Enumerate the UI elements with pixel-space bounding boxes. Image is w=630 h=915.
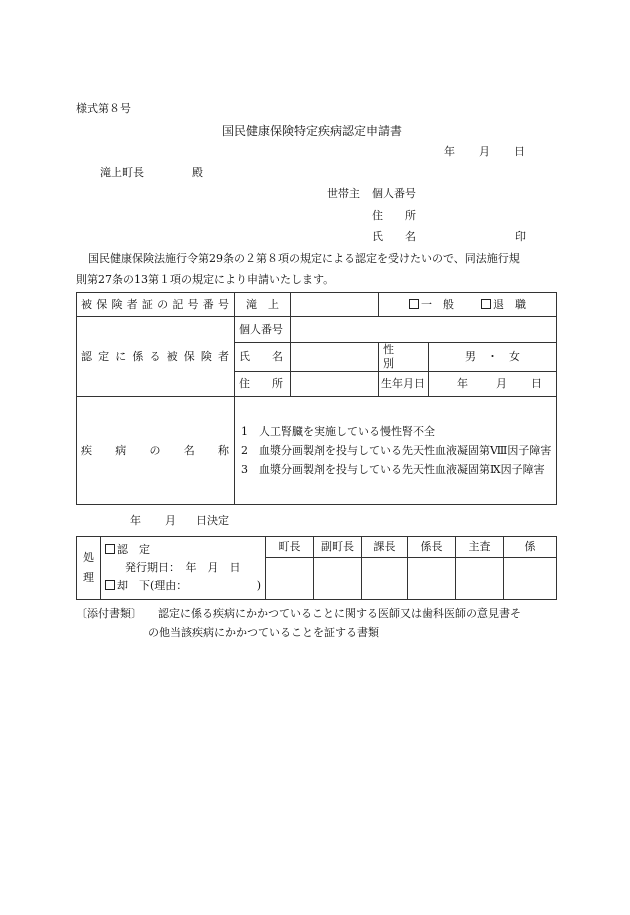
approver-deputy-mayor: 副町長 [314,537,362,558]
general-checkbox[interactable] [409,299,419,309]
addressee [100,164,203,180]
disease-row [77,397,557,505]
applicant-address-label: 住 所 [372,209,416,222]
card-number-field[interactable] [291,293,379,317]
reject-label: 却 下(理由： [117,579,188,592]
address-label: 住 所 [235,372,291,397]
address-field[interactable] [291,372,379,397]
stamp-staff[interactable] [504,558,557,600]
individual-number-field[interactable] [291,317,557,343]
processing-options: 認 定 発行期日： 年 月 日 却 下(理由： ) [101,537,266,600]
attachments-label: 〔添付書類〕 [76,607,142,620]
insurance-card-label: 被保険者証の記号番号 [77,293,235,317]
individual-number-label: 個人番号 [235,317,291,343]
sex-field[interactable]: 男 ・ 女 [429,343,557,372]
insurance-card-row [77,293,557,317]
birthdate-field[interactable]: 年 月 日 [429,372,557,397]
name-field[interactable] [291,343,379,372]
sex-label: 性 別 [379,343,429,372]
approver-subsection-chief: 係長 [408,537,456,558]
attachments-line-2: の他当該疾病にかかつていることを証する書類 [148,626,379,639]
seal-mark: 印 [515,230,526,243]
approver-staff: 係 [504,537,557,558]
body-text-line-1: 国民健康保険法施行令第29条の２第８項の規定による認定を受けたいので、同法施行規 [88,252,520,265]
disease-item-1: 1 人工腎臓を実施している慢性腎不全 [241,425,435,438]
birthdate-label: 生年月日 [379,372,429,397]
body-text-line-2: 則第27条の13第１項の規定により申請いたします。 [76,273,335,286]
disease-item-3: 3 血漿分画製剤を投与している先天性血液凝固第Ⅸ因子障害 [241,463,545,476]
stamp-subsection-chief[interactable] [408,558,456,600]
town-label: 滝 上 [235,293,291,317]
applicant-name-label: 氏 名 [372,230,416,243]
approver-mayor: 町長 [266,537,314,558]
approve-checkbox[interactable] [105,544,115,554]
processing-label: 処 理 [77,537,101,600]
approve-label: 認 定 [117,543,150,556]
application-table [76,292,557,505]
decision-date: 年 月 日決定 [130,514,229,527]
approver-section-chief: 課長 [362,537,408,558]
applicant-header: 世帯主 [327,187,360,200]
reject-checkbox[interactable] [105,580,115,590]
issue-date: 発行期日： 年 月 日 [125,561,241,574]
attachments-line-1: 認定に係る疾病にかかつていることに関する医師又は歯科医師の意見書そ [158,607,521,620]
stamp-mayor[interactable] [266,558,314,600]
form-number: 様式第８号 [76,102,131,115]
disease-item-2: 2 血漿分画製剤を投与している先天性血液凝固第Ⅷ因子障害 [241,444,552,457]
approver-senior-staff: 主査 [456,537,504,558]
stamp-section-chief[interactable] [362,558,408,600]
application-date: 年 月 日 [444,145,525,158]
stamp-deputy-mayor[interactable] [314,558,362,600]
form-title: 国民健康保険特定疾病認定申請書 [222,124,403,138]
retired-checkbox[interactable] [481,299,491,309]
individual-number-row [77,317,557,343]
disease-list [235,397,557,505]
processing-table [76,536,557,600]
disease-label: 疾病の名称 [77,397,235,505]
name-label: 氏 名 [235,343,291,372]
addressee-name: 滝上町長 [100,166,144,179]
applicant-individual-number-label: 個人番号 [372,187,416,200]
addressee-honorific: 殿 [192,166,203,179]
insurance-type: 一 般 退 職 [379,293,557,317]
stamp-senior-staff[interactable] [456,558,504,600]
insured-label: 認定に係る被保険者 [77,317,235,397]
